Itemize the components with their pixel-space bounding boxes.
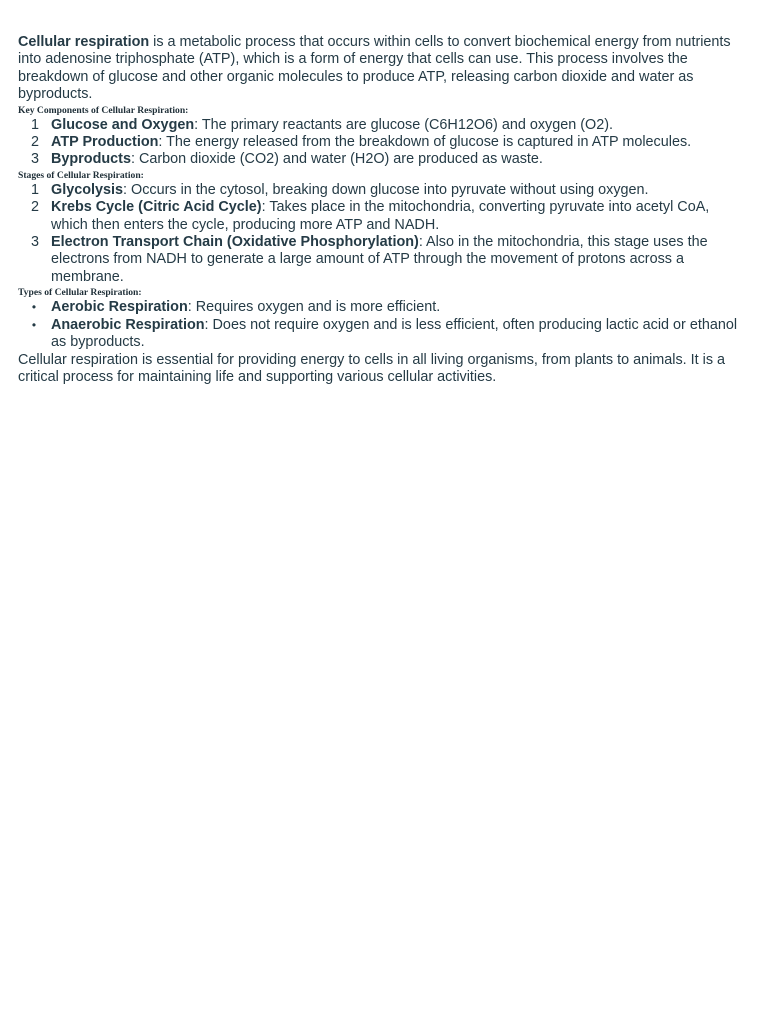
section-heading: Key Components of Cellular Respiration: bbox=[18, 104, 189, 116]
list-number: 3 bbox=[30, 234, 39, 251]
item-text: : Requires oxygen and is more efficient. bbox=[187, 299, 441, 316]
list-number: 2 bbox=[30, 199, 39, 216]
list-number: 1 bbox=[30, 181, 39, 198]
item-term: ATP Production bbox=[51, 134, 159, 151]
intro-paragraph bbox=[18, 34, 750, 104]
item-term: Anaerobic Respiration bbox=[51, 316, 205, 333]
list-item bbox=[18, 234, 750, 286]
item-term: Glucose and Oxygen bbox=[51, 116, 195, 133]
document-body bbox=[18, 34, 750, 386]
section-heading: Stages of Cellular Respiration: bbox=[18, 169, 144, 181]
list-number: 1 bbox=[30, 116, 39, 133]
item-text: : Does not require oxygen and is less efficient, often producing lactic acid or ethanol as byproducts. bbox=[51, 316, 738, 351]
item-text: : Also in the mitochondria, this stage uses the electrons from NADH to generate a large amount of ATP through the movement of protons across a membrane. bbox=[51, 234, 708, 285]
list-item bbox=[18, 299, 750, 316]
item-text: : The primary reactants are glucose (C6H12O6) and oxygen (O2). bbox=[194, 116, 614, 133]
list-item bbox=[18, 317, 750, 352]
intro-text: is a metabolic process that occurs within cells to convert biochemical energy from nutrients into adenosine triphosphate (ATP), which is a form of energy that cells can use. This process involves the breakdown of glucose and other organic molecules to produce ATP, releasing carbon dioxide and water as byproducts. bbox=[18, 34, 731, 103]
section-types bbox=[18, 287, 750, 351]
list-number: 2 bbox=[30, 134, 39, 151]
item-term: Krebs Cycle (Citric Acid Cycle) bbox=[51, 199, 262, 216]
item-text: : The energy released from the breakdown of glucose is captured in ATP molecules. bbox=[158, 134, 692, 151]
bullet-list bbox=[18, 299, 750, 351]
section-stages bbox=[18, 170, 750, 286]
numbered-list bbox=[18, 117, 750, 169]
conclusion-paragraph: Cellular respiration is essential for providing energy to cells in all living organisms, from plants to animals. It is a critical process for maintaining life and supporting various cellular activities. bbox=[18, 351, 726, 385]
list-item bbox=[18, 182, 750, 199]
item-term: Electron Transport Chain (Oxidative Phosphorylation) bbox=[51, 234, 419, 251]
list-item bbox=[18, 151, 750, 168]
section-key-components bbox=[18, 105, 750, 169]
list-item bbox=[18, 199, 750, 234]
item-text: : Occurs in the cytosol, breaking down glucose into pyruvate without using oxygen. bbox=[123, 181, 649, 198]
list-item bbox=[18, 117, 750, 134]
item-text: : Carbon dioxide (CO2) and water (H2O) are produced as waste. bbox=[130, 151, 543, 168]
intro-term: Cellular respiration bbox=[18, 34, 150, 50]
list-item bbox=[18, 134, 750, 151]
bullet-icon: • bbox=[31, 300, 37, 315]
item-term: Byproducts bbox=[51, 151, 131, 168]
item-text: : Takes place in the mitochondria, converting pyruvate into acetyl CoA, which then enters the cycle, producing more ATP and NADH. bbox=[51, 199, 710, 233]
item-term: Aerobic Respiration bbox=[51, 299, 188, 316]
list-number: 3 bbox=[30, 151, 39, 168]
section-heading: Types of Cellular Respiration: bbox=[18, 287, 142, 299]
numbered-list bbox=[18, 182, 750, 286]
item-term: Glycolysis bbox=[51, 181, 123, 198]
bullet-icon: • bbox=[31, 317, 37, 332]
